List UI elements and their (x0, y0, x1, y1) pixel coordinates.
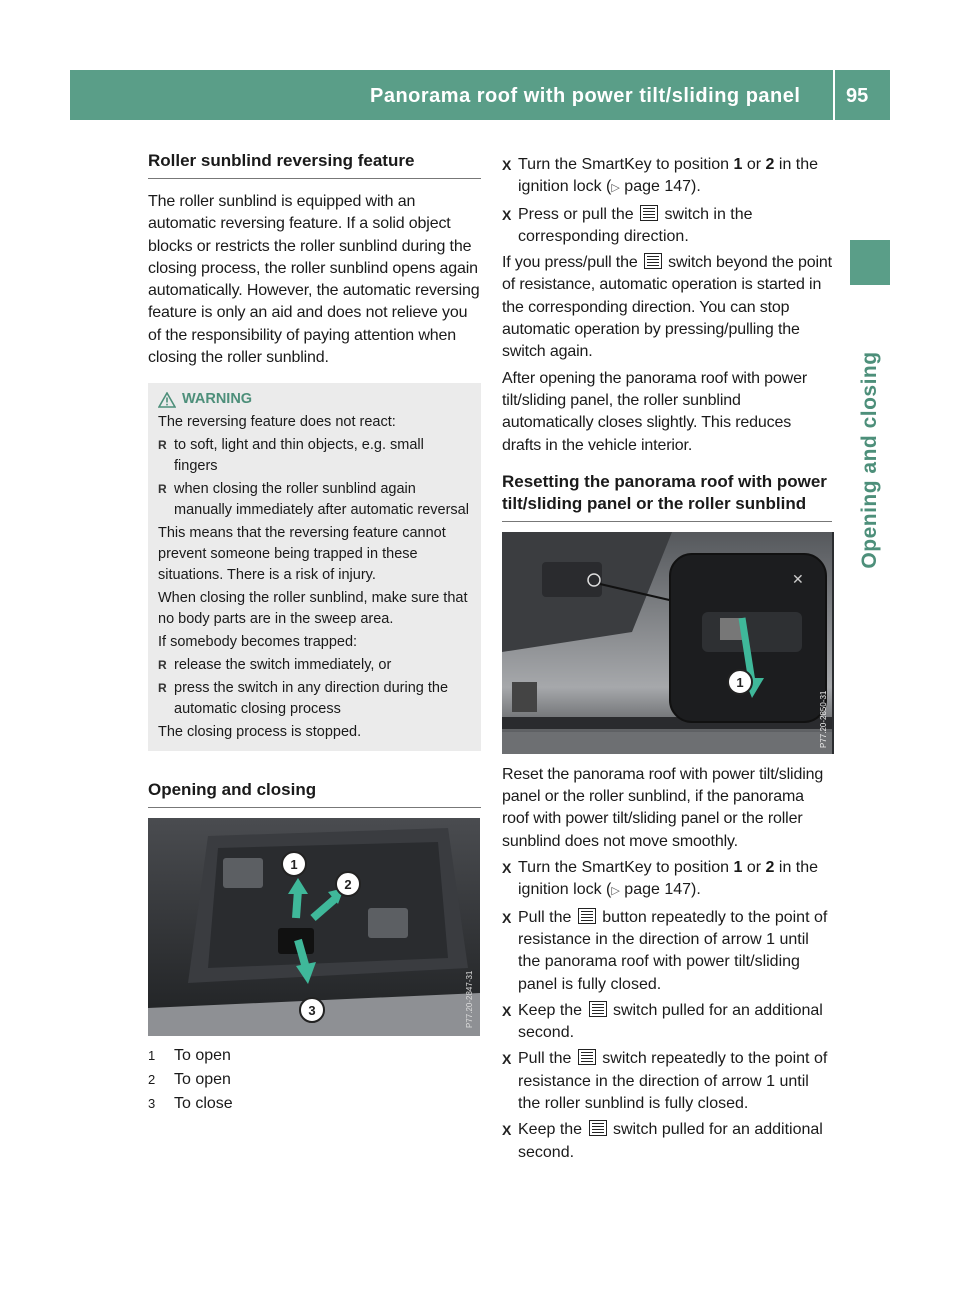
warning-bullet: R press the switch in any direction during the automatic closing process (158, 678, 471, 720)
callout-legend (148, 1044, 481, 1116)
step-text: until the panorama roof with power tilt/sliding panel is fully closed. (518, 930, 809, 993)
callout-item (148, 1092, 481, 1116)
arrow-number: 1 (766, 930, 776, 948)
body-text: After opening the panorama roof with power tilt/sliding panel, the roller sunblind automatically closes slightly. This reduces drafts in the vehicle interior. (502, 369, 807, 454)
callout-text: To open (174, 1071, 231, 1089)
right-column (502, 150, 832, 1164)
arrow-marker-icon: X (502, 860, 512, 877)
callout-marker (300, 998, 324, 1022)
body-text (502, 252, 832, 363)
section-resetting (502, 471, 832, 522)
step-text: Turn the SmartKey to position (518, 859, 734, 877)
callout-number: 2 (148, 1072, 156, 1088)
step-text: switch in the corresponding direction. (518, 205, 753, 245)
section-heading: Opening and closing (148, 780, 317, 800)
instruction-step (502, 154, 832, 200)
step-bold: 2 (765, 156, 775, 173)
arrow-marker-icon: X (502, 1051, 512, 1068)
instruction-step (502, 1000, 832, 1045)
section-heading: Resetting the panorama roof with power tilt/sliding panel or the roller sunblind (502, 471, 827, 513)
warning-intro: The reversing feature does not react: (158, 414, 396, 431)
warning-bullet: R release the switch immediately, or (158, 655, 471, 676)
overhead-control-photo (148, 818, 480, 1036)
callout-marker (728, 670, 752, 694)
step-text: button repeatedly to the point of resistance in the direction of arrow (518, 908, 828, 948)
photo-code: P77.20-2847-31 (465, 970, 474, 1029)
warning-text: This means that the reversing feature cannot prevent someone being trapped in these situations. There is a risk of injury. (158, 525, 446, 584)
callout-item (148, 1068, 481, 1092)
step-text: Press or pull the (518, 205, 639, 223)
roof-switch-icon (589, 1120, 607, 1136)
warning-text: The closing process is stopped. (158, 724, 362, 741)
header-divider (833, 70, 835, 120)
callout-marker (336, 872, 360, 896)
arrow-marker-icon: X (502, 1002, 512, 1019)
warning-label: WARNING (182, 391, 253, 408)
chapter-tab-label: Opening and closing (858, 351, 881, 569)
page-reference: page 147). (624, 178, 701, 196)
left-column (148, 150, 481, 1116)
arrow-marker-icon: X (502, 206, 512, 223)
callout-text: To open (174, 1047, 231, 1065)
step-bold: 1 (733, 156, 743, 173)
warning-text: If somebody becomes trapped: (158, 634, 358, 651)
photo-code: P77.20-2850-31 (819, 690, 828, 748)
step-text: switch pulled for an additional second. (518, 1001, 823, 1042)
reset-switch-photo (502, 532, 834, 754)
roof-switch-icon (640, 205, 658, 221)
step-text: Keep the (518, 1001, 587, 1019)
step-bold: 1 (733, 859, 743, 877)
roof-switch-icon (578, 908, 596, 924)
arrow-marker-icon: X (502, 157, 512, 173)
body-text-part: If you press/pull the (502, 254, 642, 272)
page-header-title: Panorama roof with power tilt/sliding panel (370, 85, 801, 107)
step-text: or (742, 859, 766, 877)
section-roller-reversing (148, 150, 481, 179)
callout-number: 1 (148, 1048, 156, 1064)
callout-number: 3 (148, 1096, 156, 1112)
step-text: in the ignition lock ( (518, 859, 819, 899)
step-text: Keep the (518, 1121, 587, 1139)
svg-text:✕: ✕ (792, 570, 804, 587)
callout-text: To close (174, 1095, 233, 1113)
page-reference-icon: ▷ (611, 182, 620, 195)
instruction-step (502, 907, 832, 996)
step-text: Pull the (518, 908, 576, 926)
step-text: switch pulled for an additional second. (518, 1121, 823, 1161)
warning-triangle-icon (158, 392, 176, 408)
warning-text: When closing the roller sunblind, make sure that no body parts are in the sweep area. (158, 590, 468, 628)
roof-switch-icon (578, 1049, 596, 1065)
step-text: or (742, 156, 766, 173)
instruction-step (502, 1048, 832, 1115)
page-reference-icon: ▷ (611, 885, 620, 898)
reset-body-text: Reset the panorama roof with power tilt/sliding panel or the roller sunblind, if the panorama roof with power tilt/sliding panel or the roller sunblind does not move smoothly. (502, 765, 824, 850)
roller-body-text: The roller sunblind is equipped with an automatic reversing feature. If a solid object blocks or restricts the roller sunblind during the closing process, the roller sunblind opens again automatically. However, the automatic reversing feature is only an aid and does not relieve you of the responsibility of paying attention when closing the roller sunblind. (148, 193, 480, 367)
section-opening-closing (148, 779, 481, 808)
chapter-tab-marker (850, 240, 890, 285)
roof-switch-icon (644, 253, 662, 269)
instruction-step (502, 1119, 832, 1164)
svg-text:1: 1 (290, 857, 298, 873)
step-text: switch repeatedly to the point of resistance in the direction of arrow (518, 1050, 828, 1090)
body-text-part: switch beyond the point of resistance, automatic operation is started in the corresponding direction. You can stop automatic operation by pressing/pulling the switch again. (502, 254, 832, 361)
arrow-marker-icon: X (502, 909, 512, 926)
svg-text:2: 2 (344, 877, 352, 893)
warning-bullet: R to soft, light and thin objects, e.g. small fingers (158, 435, 471, 477)
step-text: Turn the SmartKey to position (518, 156, 734, 173)
section-heading: Roller sunblind reversing feature (148, 151, 415, 170)
svg-text:3: 3 (308, 1003, 316, 1019)
roof-switch-icon (589, 1001, 607, 1017)
arrow-number: 1 (766, 1072, 776, 1090)
callout-item (148, 1044, 481, 1068)
warning-box (148, 383, 481, 751)
instruction-step (502, 204, 832, 249)
step-bold: 2 (765, 859, 775, 877)
warning-title (158, 389, 471, 410)
step-text: Pull the (518, 1050, 576, 1068)
step-text: in the ignition lock ( (518, 156, 819, 196)
warning-bullet: R when closing the roller sunblind again manually immediately after automatic reversal (158, 479, 471, 521)
overhead-control-illustration (148, 818, 480, 1036)
instruction-step (502, 857, 832, 903)
arrow-marker-icon: X (502, 1122, 512, 1139)
svg-text:1: 1 (736, 674, 744, 690)
page-reference: page 147). (624, 881, 701, 899)
step-text: until the roller sunblind is fully closed. (518, 1072, 809, 1113)
reset-switch-illustration (502, 532, 832, 754)
page-number: 95 (846, 85, 869, 107)
callout-marker (282, 852, 306, 876)
